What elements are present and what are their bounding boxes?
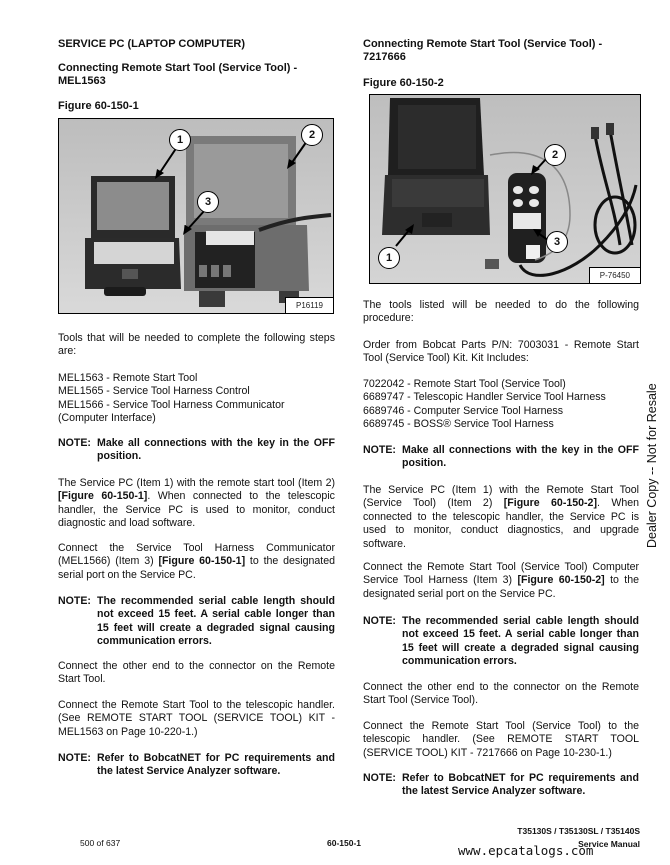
kit-item: 6689746 - Computer Service Tool Harness — [363, 404, 564, 417]
laptop-and-remote-photo — [370, 95, 640, 283]
photo-id-label: P16119 — [285, 297, 333, 313]
figure-reference: [Figure 60-150-2] — [517, 574, 605, 587]
section-title: SERVICE PC (LAPTOP COMPUTER) — [58, 38, 246, 50]
tool-item: MEL1566 - Service Tool Harness Communicator (Computer Interface) — [58, 398, 285, 425]
photo-id-label: P-76450 — [589, 267, 640, 283]
note-text: Make all connections with the key in the OFF position. — [402, 444, 639, 470]
kit-item: 7022042 - Remote Start Tool (Service Tool) — [363, 378, 566, 390]
callout-2: 2 — [301, 124, 323, 146]
note-key-off — [363, 444, 639, 471]
text: to the designated serial port on the Service PC. — [58, 555, 335, 581]
figure-reference: [Figure 60-150-2] — [503, 497, 597, 510]
note-text: The recommended serial cable length should not exceed 15 feet. A serial cable longer than 15 feet will create a degraded signal causing communication errors. — [97, 595, 335, 648]
right-subtitle: Connecting Remote Start Tool (Service Tool) - 7217666 — [363, 38, 603, 64]
tool-item: MEL1563 - Remote Start Tool — [58, 372, 198, 384]
text: to the designated serial port on the Service PC. — [363, 574, 640, 600]
note-label: NOTE: — [58, 437, 91, 449]
website-watermark: www.epcatalogs.com — [458, 843, 594, 858]
note-text: Refer to BobcatNET for PC requirements and the latest Service Analyzer software. — [402, 772, 639, 798]
figure-reference: [Figure 60-150-1] — [158, 555, 246, 568]
text: The Service PC (Item 1) with the Remote Start Tool (Service Tool) (Item 2) — [363, 484, 639, 510]
laptop-and-case-photo — [59, 119, 333, 313]
figure-60-150-1-photo — [58, 118, 334, 314]
dealer-copy-watermark: Dealer Copy -- Not for Resale — [645, 383, 659, 548]
connect-tool-paragraph: Connect the Remote Start Tool to the telescopic handler. (See REMOTE START TOOL (SERVICE TOOL) KIT - MEL1563 on Page 10-220-1.) — [58, 699, 335, 738]
left-subtitle: Connecting Remote Start Tool (Service Tool) - MEL1563 — [58, 62, 298, 88]
service-pc-paragraph — [58, 477, 335, 531]
note-key-off — [58, 437, 335, 464]
service-pc-paragraph — [363, 484, 639, 551]
page-count: 500 of 637 — [80, 838, 121, 848]
callout-1: 1 — [378, 247, 400, 269]
connect-harness-paragraph — [363, 561, 639, 601]
note-cable-length — [58, 595, 335, 649]
note-label: NOTE: — [58, 752, 91, 764]
kit-item: 6689747 - Telescopic Handler Service Tool Harness — [363, 391, 606, 404]
callout-1: 1 — [169, 129, 191, 151]
note-text: The recommended serial cable length should not exceed 15 feet. A serial cable longer than 15 feet will create a degraded signal causing communication errors. — [402, 615, 639, 668]
figure-60-150-2-photo — [369, 94, 641, 284]
text: Connect the Remote Start Tool (Service Tool) Computer Service Tool Harness (Item 3) — [363, 561, 639, 587]
tool-item: MEL1565 - Service Tool Harness Control — [58, 385, 250, 398]
note-bobcatnet — [363, 772, 639, 799]
callout-2: 2 — [544, 144, 566, 166]
note-text: Refer to BobcatNET for PC requirements and the latest Service Analyzer software. — [97, 752, 335, 778]
note-cable-length — [363, 615, 639, 669]
right-figure-title: Figure 60-150-2 — [363, 77, 444, 89]
connect-communicator-paragraph — [58, 542, 335, 582]
order-paragraph: Order from Bobcat Parts P/N: 7003031 - Remote Start Tool (Service Tool) Kit. Kit Includes: — [363, 339, 639, 365]
note-text: Make all connections with the key in the OFF position. — [97, 437, 335, 463]
note-label: NOTE: — [58, 595, 91, 607]
model-names: T35130S / T35130SL / T35140S — [517, 826, 640, 836]
note-label: NOTE: — [363, 772, 396, 784]
left-figure-title: Figure 60-150-1 — [58, 100, 139, 112]
text: . When connected to the telescopic handler, the Service PC is used to monitor, conduct diagnostic and load software. — [58, 490, 335, 530]
note-label: NOTE: — [363, 615, 396, 627]
connect-other-end-paragraph: Connect the other end to the connector on the Remote Start Tool. — [58, 660, 335, 686]
note-bobcatnet — [58, 752, 335, 779]
callout-3: 3 — [197, 191, 219, 213]
callout-3: 3 — [546, 231, 568, 253]
text: The Service PC (Item 1) with the remote start tool (Item 2) — [58, 477, 335, 489]
figure-reference: [Figure 60-150-1] — [58, 490, 148, 503]
manual-title: Service Manual — [578, 839, 640, 849]
text: Connect the Service Tool Harness Communicator (MEL1566) (Item 3) — [58, 542, 335, 568]
page-number: 60-150-1 — [327, 838, 362, 848]
tools-list — [58, 372, 308, 426]
text: . When connected to the telescopic handler, the Service PC is used to monitor, conduct diagnostics, and upgrade software. — [363, 497, 639, 550]
kit-item: 6689745 - BOSS® Service Tool Harness — [363, 418, 554, 431]
tools-intro: The tools listed will be needed to do the following procedure: — [363, 299, 639, 325]
connect-other-end-paragraph: Connect the other end to the connector on the Remote Start Tool (Service Tool). — [363, 681, 639, 707]
kit-items-list — [363, 378, 606, 432]
tools-intro: Tools that will be needed to complete the following steps are: — [58, 332, 335, 358]
note-label: NOTE: — [363, 444, 396, 456]
connect-tool-paragraph: Connect the Remote Start Tool (Service Tool) to the telescopic handler. (See REMOTE START TOOL (SERVICE TOOL) KIT - 7217666 on Page 10-230-1.) — [363, 720, 639, 759]
